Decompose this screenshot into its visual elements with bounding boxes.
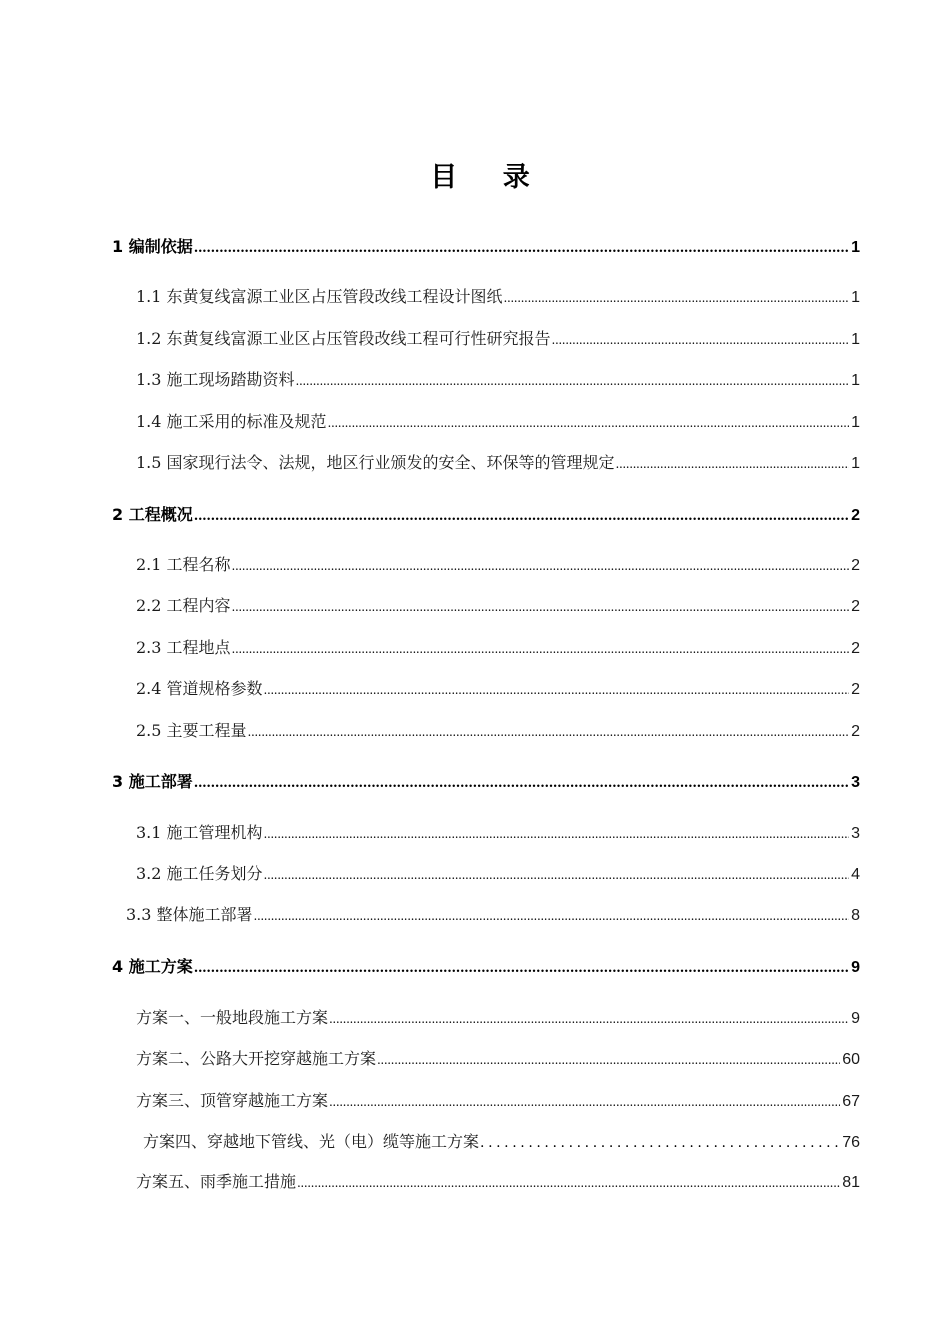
toc-entry-text: 方案二、公路大开挖穿越施工方案 [136, 1049, 377, 1068]
toc-entry-3-2[interactable] [136, 860, 860, 888]
dot-leader [232, 635, 850, 662]
toc-entry-text: 3.1 施工管理机构 [136, 823, 263, 842]
toc-page-number: 1 [851, 331, 860, 348]
toc-entry-text: 3.3 整体施工部署 [126, 905, 253, 924]
toc-entry-3-1[interactable] [136, 819, 860, 847]
toc-entry-1-1[interactable] [136, 283, 860, 311]
toc-entry-text: 1.2 东黄复线富源工业区占压管段改线工程可行性研究报告 [136, 329, 551, 348]
toc-page-number: 76 [842, 1134, 860, 1151]
toc-entry-4-plan-2[interactable] [136, 1045, 860, 1073]
toc-page-number: 2 [851, 557, 860, 574]
toc-entry-text: 1.4 施工采用的标准及规范 [136, 412, 327, 431]
toc-entry-text: 方案五、雨季施工措施 [136, 1172, 297, 1191]
toc-entry-4-plan-4[interactable] [143, 1128, 860, 1156]
toc-page-number: 2 [851, 507, 860, 524]
toc-entry-text: 1.5 国家现行法令、法规，地区行业颁发的安全、环保等的管理规定 [136, 453, 615, 472]
toc-entry-4-plan-5[interactable] [136, 1168, 860, 1196]
toc-entry-2-1[interactable] [136, 551, 860, 579]
dot-leader [329, 1088, 840, 1115]
toc-entry-2-2[interactable] [136, 592, 860, 620]
toc-entry-text: 1.1 东黄复线富源工业区占压管段改线工程设计图纸 [136, 287, 503, 306]
toc-page-number: 2 [851, 723, 860, 740]
toc-entry-text: 方案三、顶管穿越施工方案 [136, 1091, 329, 1110]
toc-page-number: 9 [851, 1010, 860, 1027]
toc-entry-text: 2.5 主要工程量 [136, 721, 247, 740]
toc-page-number: 81 [842, 1174, 860, 1191]
dot-leader [377, 1046, 840, 1073]
toc-page-number: 2 [851, 640, 860, 657]
toc-entry-2-4[interactable] [136, 675, 860, 703]
toc-entry-text: 2.3 工程地点 [136, 638, 231, 657]
toc-entry-1-3[interactable] [136, 366, 860, 394]
toc-entry-1[interactable] [112, 233, 860, 261]
dot-leader [616, 450, 850, 477]
toc-page-number: 9 [851, 959, 860, 976]
toc-entry-4-plan-3[interactable] [136, 1087, 860, 1115]
dot-leader [194, 503, 849, 529]
dot-leader [329, 1005, 849, 1032]
dot-leader [328, 409, 850, 436]
toc-page-number: 67 [842, 1093, 860, 1110]
dot-leader [264, 861, 850, 888]
toc-entry-text: 4 施工方案 [112, 957, 193, 976]
toc-page-number: 1 [851, 372, 860, 389]
toc-page-number: 3 [851, 825, 860, 842]
dot-leader [504, 284, 850, 311]
dot-leader [248, 718, 850, 745]
dot-leader [297, 1169, 840, 1196]
toc-entry-text: 1 编制依据 [112, 237, 193, 256]
toc-page-number: 1 [851, 414, 860, 431]
toc-entry-2-5[interactable] [136, 717, 860, 745]
toc-entry-2-3[interactable] [136, 634, 860, 662]
toc-entry-text: 2.1 工程名称 [136, 555, 231, 574]
dot-leader [552, 326, 850, 353]
toc-entry-1-4[interactable] [136, 408, 860, 436]
dot-leader [194, 770, 849, 796]
toc-entry-text: 2 工程概况 [112, 505, 193, 524]
toc-page-number: 8 [851, 907, 860, 924]
toc-entry-4[interactable] [112, 953, 860, 981]
toc-entry-text: 1.3 施工现场踏勘资料 [136, 370, 295, 389]
toc-entry-2[interactable] [112, 501, 860, 529]
dot-leader [264, 820, 850, 847]
toc-entry-3-3[interactable] [126, 901, 860, 929]
dot-leader [264, 676, 850, 703]
dot-leader [232, 593, 850, 620]
dot-leader [194, 235, 849, 261]
toc-entry-text: 3.2 施工任务划分 [136, 864, 263, 883]
toc-page-number: 4 [851, 866, 860, 883]
toc-page-number: 2 [851, 681, 860, 698]
toc-entry-1-2[interactable] [136, 325, 860, 353]
toc-entry-text: 2.4 管道规格参数 [136, 679, 263, 698]
dot-leader [296, 367, 850, 394]
dot-leader [232, 552, 850, 579]
toc-entry-4-plan-1[interactable] [136, 1004, 860, 1032]
toc-page-number: 1 [851, 289, 860, 306]
toc-entry-3[interactable] [112, 768, 860, 796]
toc-page-number: 1 [851, 239, 860, 256]
toc-entry-1-5[interactable] [136, 449, 860, 477]
page-title: 目 录 [430, 162, 548, 193]
dot-leader [480, 1129, 840, 1156]
toc-page-number: 2 [851, 598, 860, 615]
dot-leader [194, 955, 849, 981]
toc-page-number: 60 [842, 1051, 860, 1068]
toc-entry-text: 2.2 工程内容 [136, 596, 231, 615]
dot-leader [254, 902, 850, 929]
toc-entry-text: 3 施工部署 [112, 772, 193, 791]
toc-entry-text: 方案四、穿越地下管线、光（电）缆等施工方案 [143, 1132, 480, 1151]
toc-page-number: 1 [851, 455, 860, 472]
toc-entry-text: 方案一、一般地段施工方案 [136, 1008, 329, 1027]
toc-page-number: 3 [851, 774, 860, 791]
